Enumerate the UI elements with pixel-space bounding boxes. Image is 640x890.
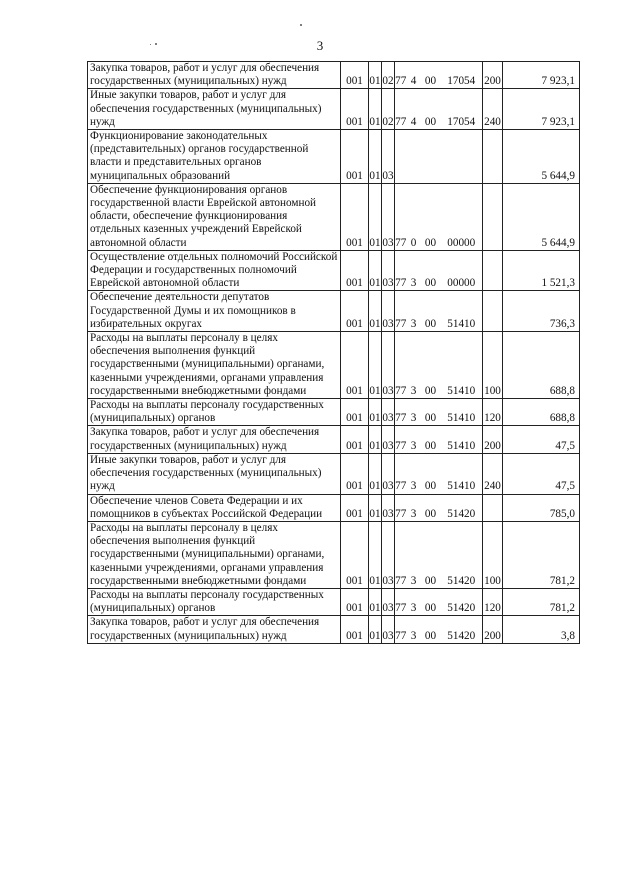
- cell-cs4: 00000: [441, 183, 483, 250]
- table-row: [88, 291, 580, 332]
- row-name: Расходы на выплаты персоналу государственных (муниципальных) органов: [88, 399, 341, 426]
- cell-sum: 5 644,9: [503, 183, 580, 250]
- cell-cs4: 51420: [441, 588, 483, 615]
- cell-cs1: 77: [395, 291, 407, 332]
- cell-cs4: 51410: [441, 453, 483, 494]
- scan-speck: [155, 43, 157, 45]
- cell-pr: 03: [382, 291, 395, 332]
- cell-cs1: 77: [395, 250, 407, 291]
- page-number: 3: [316, 38, 324, 53]
- table-body: [88, 62, 580, 644]
- cell-vr: [483, 494, 503, 521]
- cell-pr: 03: [382, 521, 395, 588]
- table-row: [88, 62, 580, 89]
- cell-cs3: 00: [421, 521, 441, 588]
- cell-gr: 001: [341, 250, 369, 291]
- cell-cs2: 3: [407, 494, 421, 521]
- cell-pr: 03: [382, 588, 395, 615]
- table-row: [88, 332, 580, 399]
- cell-cs3: 00: [421, 399, 441, 426]
- cell-pr: 03: [382, 332, 395, 399]
- cell-cs1: 77: [395, 453, 407, 494]
- row-name: Закупка товаров, работ и услуг для обеспечения государственных (муниципальных) нужд: [88, 616, 341, 643]
- cell-rz: 01: [369, 616, 382, 643]
- cell-vr: 240: [483, 453, 503, 494]
- table-row: [88, 426, 580, 453]
- cell-cs2: 4: [407, 89, 421, 130]
- cell-vr: [483, 250, 503, 291]
- cell-cs2: 0: [407, 183, 421, 250]
- row-name: Расходы на выплаты персоналу в целях обеспечения выполнения функций государственными (муниципальными) органами, казенными учреждениями, органами управления государственными внебюджетными фондами: [88, 332, 341, 399]
- cell-pr: 03: [382, 130, 395, 184]
- cell-rz: 01: [369, 399, 382, 426]
- cell-rz: 01: [369, 453, 382, 494]
- cell-sum: 47,5: [503, 453, 580, 494]
- table-row: [88, 616, 580, 643]
- cell-cs2: [407, 130, 421, 184]
- cell-cs3: 00: [421, 332, 441, 399]
- table-row: [88, 399, 580, 426]
- cell-gr: 001: [341, 588, 369, 615]
- cell-cs1: 77: [395, 426, 407, 453]
- scan-speck: [300, 24, 302, 26]
- cell-sum: 785,0: [503, 494, 580, 521]
- cell-gr: 001: [341, 426, 369, 453]
- table-row: [88, 250, 580, 291]
- cell-pr: 03: [382, 453, 395, 494]
- cell-cs2: 3: [407, 588, 421, 615]
- cell-cs4: 51410: [441, 291, 483, 332]
- cell-gr: 001: [341, 494, 369, 521]
- cell-gr: 001: [341, 453, 369, 494]
- cell-gr: 001: [341, 291, 369, 332]
- cell-cs1: 77: [395, 494, 407, 521]
- cell-cs3: 00: [421, 183, 441, 250]
- cell-vr: 200: [483, 616, 503, 643]
- cell-vr: [483, 183, 503, 250]
- cell-rz: 01: [369, 183, 382, 250]
- row-name: Осуществление отдельных полномочий Российской Федерации и государственных полномочий Еврейской автономной области: [88, 250, 341, 291]
- table-row: [88, 453, 580, 494]
- cell-cs1: 77: [395, 588, 407, 615]
- cell-sum: 781,2: [503, 588, 580, 615]
- cell-cs3: 00: [421, 453, 441, 494]
- row-name: Расходы на выплаты персоналу государственных (муниципальных) органов: [88, 588, 341, 615]
- cell-vr: [483, 130, 503, 184]
- cell-vr: [483, 291, 503, 332]
- cell-cs1: [395, 130, 407, 184]
- cell-cs1: 77: [395, 616, 407, 643]
- cell-gr: 001: [341, 62, 369, 89]
- cell-sum: 736,3: [503, 291, 580, 332]
- cell-cs4: 17054: [441, 89, 483, 130]
- row-name: Закупка товаров, работ и услуг для обеспечения государственных (муниципальных) нужд: [88, 426, 341, 453]
- cell-cs3: 00: [421, 616, 441, 643]
- cell-cs3: 00: [421, 62, 441, 89]
- cell-pr: 03: [382, 494, 395, 521]
- cell-cs2: 3: [407, 521, 421, 588]
- cell-pr: 03: [382, 426, 395, 453]
- cell-cs3: 00: [421, 291, 441, 332]
- cell-rz: 01: [369, 250, 382, 291]
- cell-cs4: 51420: [441, 616, 483, 643]
- cell-cs3: 00: [421, 426, 441, 453]
- cell-vr: 200: [483, 62, 503, 89]
- cell-cs4: 51410: [441, 332, 483, 399]
- cell-gr: 001: [341, 89, 369, 130]
- cell-cs2: 3: [407, 250, 421, 291]
- cell-sum: 7 923,1: [503, 62, 580, 89]
- cell-pr: 03: [382, 250, 395, 291]
- cell-vr: 120: [483, 588, 503, 615]
- cell-gr: 001: [341, 616, 369, 643]
- cell-cs2: 3: [407, 399, 421, 426]
- cell-gr: 001: [341, 399, 369, 426]
- cell-pr: 03: [382, 616, 395, 643]
- row-name: Функционирование законодательных (представительных) органов государственной власти и представительных органов муниципальных образований: [88, 130, 341, 184]
- row-name: Закупка товаров, работ и услуг для обеспечения государственных (муниципальных) нужд: [88, 62, 341, 89]
- cell-sum: 688,8: [503, 332, 580, 399]
- cell-rz: 01: [369, 588, 382, 615]
- cell-cs1: 77: [395, 332, 407, 399]
- cell-sum: 47,5: [503, 426, 580, 453]
- cell-vr: 100: [483, 521, 503, 588]
- cell-pr: 02: [382, 89, 395, 130]
- cell-cs3: [421, 130, 441, 184]
- cell-cs4: 51410: [441, 399, 483, 426]
- cell-rz: 01: [369, 521, 382, 588]
- cell-sum: 3,8: [503, 616, 580, 643]
- cell-rz: 01: [369, 494, 382, 521]
- cell-cs2: 3: [407, 332, 421, 399]
- cell-sum: 7 923,1: [503, 89, 580, 130]
- cell-rz: 01: [369, 89, 382, 130]
- cell-cs4: [441, 130, 483, 184]
- row-name: Обеспечение функционирования органов государственной власти Еврейской автономной области, обеспечение функционирования отдельных казенных учреждений Еврейской автономной области: [88, 183, 341, 250]
- cell-cs3: 00: [421, 89, 441, 130]
- cell-cs4: 00000: [441, 250, 483, 291]
- expenditure-table: [87, 61, 580, 644]
- cell-rz: 01: [369, 426, 382, 453]
- cell-gr: 001: [341, 183, 369, 250]
- cell-rz: 01: [369, 291, 382, 332]
- cell-cs1: 77: [395, 183, 407, 250]
- row-name: Иные закупки товаров, работ и услуг для обеспечения государственных (муниципальных) нужд: [88, 89, 341, 130]
- table-row: [88, 521, 580, 588]
- cell-gr: 001: [341, 521, 369, 588]
- cell-cs3: 00: [421, 250, 441, 291]
- cell-vr: 240: [483, 89, 503, 130]
- row-name: Иные закупки товаров, работ и услуг для обеспечения государственных (муниципальных) нужд: [88, 453, 341, 494]
- cell-rz: 01: [369, 62, 382, 89]
- cell-pr: 03: [382, 399, 395, 426]
- cell-rz: 01: [369, 130, 382, 184]
- cell-cs2: 4: [407, 62, 421, 89]
- cell-cs2: 3: [407, 616, 421, 643]
- cell-pr: 03: [382, 183, 395, 250]
- cell-cs1: 77: [395, 89, 407, 130]
- cell-vr: 120: [483, 399, 503, 426]
- cell-sum: 5 644,9: [503, 130, 580, 184]
- cell-sum: 1 521,3: [503, 250, 580, 291]
- cell-sum: 688,8: [503, 399, 580, 426]
- cell-cs1: 77: [395, 521, 407, 588]
- cell-cs1: 77: [395, 62, 407, 89]
- row-name: Обеспечение деятельности депутатов Государственной Думы и их помощников в избирательных округах: [88, 291, 341, 332]
- cell-pr: 02: [382, 62, 395, 89]
- cell-cs2: 3: [407, 426, 421, 453]
- cell-cs2: 3: [407, 453, 421, 494]
- cell-vr: 100: [483, 332, 503, 399]
- cell-cs4: 51420: [441, 521, 483, 588]
- cell-cs4: 51420: [441, 494, 483, 521]
- table-row: [88, 183, 580, 250]
- scan-speck: [150, 44, 151, 45]
- cell-gr: 001: [341, 332, 369, 399]
- cell-cs3: 00: [421, 588, 441, 615]
- cell-cs1: 77: [395, 399, 407, 426]
- cell-gr: 001: [341, 130, 369, 184]
- cell-rz: 01: [369, 332, 382, 399]
- table-row: [88, 588, 580, 615]
- row-name: Обеспечение членов Совета Федерации и их помощников в субъектах Российской Федерации: [88, 494, 341, 521]
- table-row: [88, 89, 580, 130]
- cell-cs4: 51410: [441, 426, 483, 453]
- cell-cs3: 00: [421, 494, 441, 521]
- row-name: Расходы на выплаты персоналу в целях обеспечения выполнения функций государственными (муниципальными) органами, казенными учреждениями, органами управления государственными внебюджетными фондами: [88, 521, 341, 588]
- cell-sum: 781,2: [503, 521, 580, 588]
- cell-cs2: 3: [407, 291, 421, 332]
- cell-vr: 200: [483, 426, 503, 453]
- table-row: [88, 130, 580, 184]
- table-row: [88, 494, 580, 521]
- cell-cs4: 17054: [441, 62, 483, 89]
